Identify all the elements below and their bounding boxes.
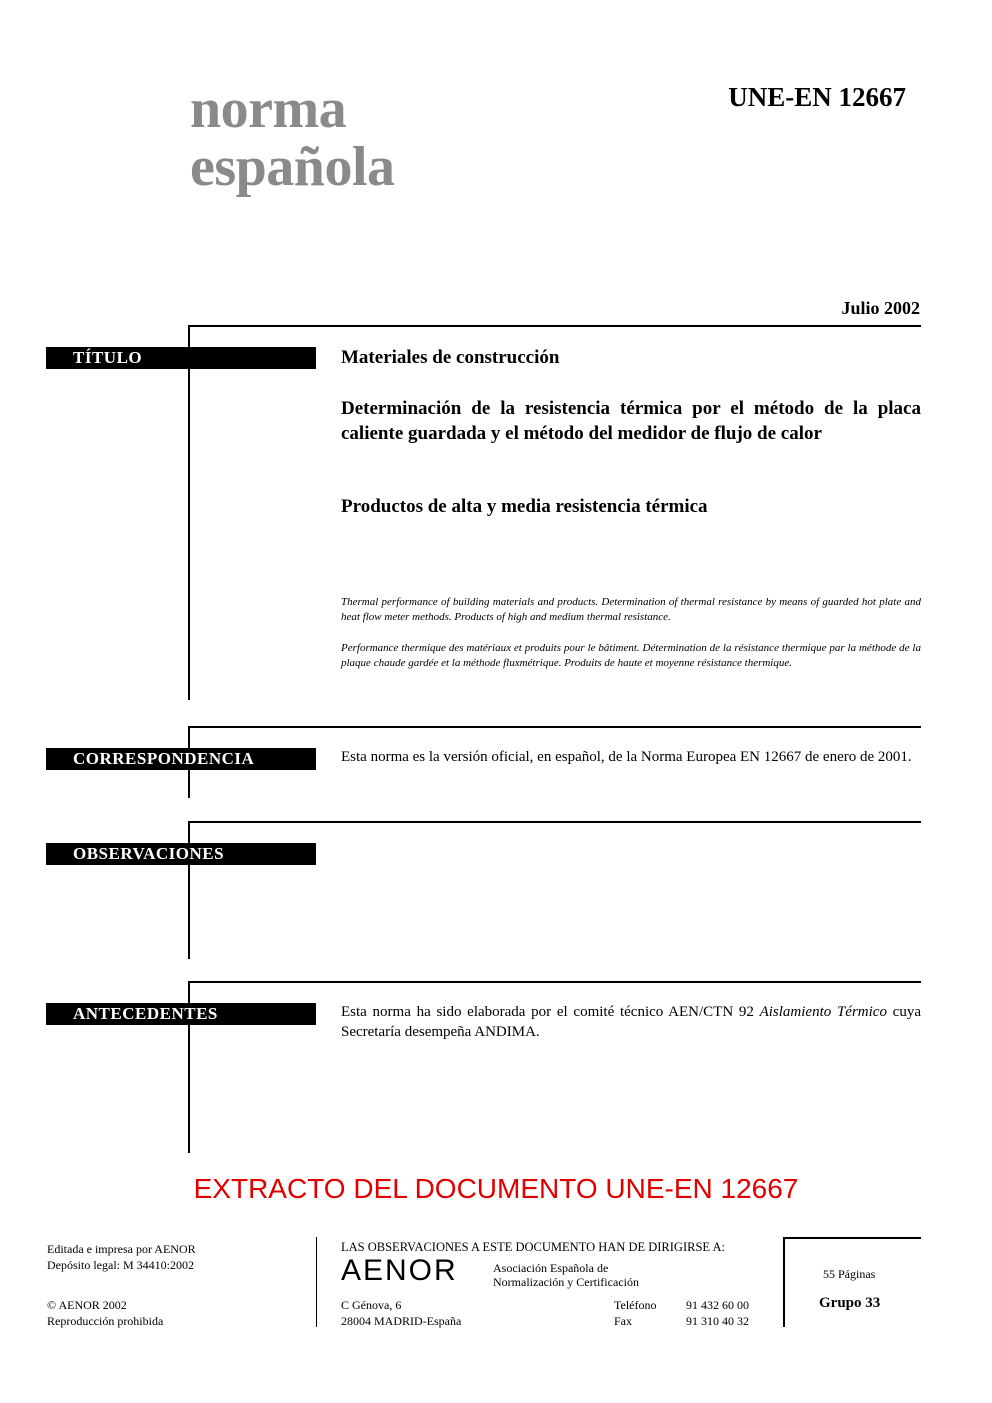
aenor-logo: AENOR	[341, 1254, 458, 1287]
section-rule	[188, 821, 190, 959]
brand-line-1: norma	[190, 78, 347, 140]
address-line-1: C Génova, 6	[341, 1298, 402, 1312]
org-line-1: Asociación Española de	[493, 1261, 609, 1275]
label-correspondencia: CORRESPONDENCIA	[46, 748, 316, 770]
pages-box-top	[783, 1237, 921, 1239]
antecedentes-committee: Aislamiento Térmico	[759, 1004, 887, 1020]
title-french: Performance thermique des matériaux et produits pour le bâtiment. Détermination de la résistance thermique par la méthode de la plaque chaude gardée et la méthode fluxmétrique. Produits de haute et moyenne résistance thermique.	[341, 642, 921, 669]
standard-code: UNE-EN 12667	[728, 82, 906, 112]
phone-number: 91 432 60 00	[686, 1298, 749, 1312]
fax-label: Fax	[614, 1314, 632, 1328]
phone-label: Teléfono	[614, 1298, 657, 1312]
antecedentes-text-a: Esta norma ha sido elaborada por el comité técnico AEN/CTN 92	[341, 1004, 760, 1020]
section-divider	[188, 726, 921, 728]
title-english: Thermal performance of building materials and products. Determination of thermal resistance by means of guarded hot plate and heat flow meter methods. Products of high and medium thermal resistance.	[341, 596, 921, 623]
footer-copyright: © AENOR 2002	[47, 1298, 127, 1312]
aenor-org-name	[493, 1261, 639, 1289]
address-line-2: 28004 MADRID-España	[341, 1314, 462, 1328]
page-count: 55 Páginas	[823, 1267, 876, 1281]
price-group: Grupo 33	[819, 1295, 881, 1311]
footer-reproduction: Reproducción prohibida	[47, 1314, 164, 1328]
footer-observations-heading: LAS OBSERVACIONES A ESTE DOCUMENTO HAN DE DIRIGIRSE A:	[341, 1240, 725, 1254]
antecedentes-text	[341, 1002, 921, 1042]
footer-contact-labels	[614, 1297, 656, 1329]
brand-line-2: española	[190, 136, 395, 198]
correspondencia-text: Esta norma es la versión oficial, en español, de la Norma Europea EN 12667 de enero de 2001.	[341, 749, 912, 765]
section-rule	[188, 325, 190, 700]
section-divider	[188, 821, 921, 823]
publication-date: Julio 2002	[841, 298, 920, 318]
footer-publisher	[47, 1241, 196, 1273]
label-antecedentes: ANTECEDENTES	[46, 1003, 316, 1025]
title-line-3: Productos de alta y media resistencia térmica	[341, 496, 708, 517]
antecedentes-text-b: cuya Secretaría desempeña ANDIMA.	[341, 1004, 921, 1040]
brand-title	[190, 80, 395, 196]
section-divider	[188, 981, 921, 983]
footer-edited: Editada e impresa por AENOR	[47, 1242, 196, 1256]
title-line-2: Determinación de la resistencia térmica por el método de la placa caliente guardada y el método del medidor de flujo de calor	[341, 398, 921, 444]
pages-box-rule	[783, 1237, 785, 1327]
fax-number: 91 310 40 32	[686, 1314, 749, 1328]
footer-address	[341, 1297, 461, 1329]
footer-contact-values	[686, 1297, 749, 1329]
footer-legal-deposit: Depósito legal: M 34410:2002	[47, 1258, 194, 1272]
footer-copyright-block	[47, 1297, 163, 1329]
label-titulo: TÍTULO	[46, 347, 316, 369]
footer-divider	[316, 1237, 317, 1327]
label-observaciones: OBSERVACIONES	[46, 843, 316, 865]
section-divider	[188, 325, 921, 327]
extract-notice: EXTRACTO DEL DOCUMENTO UNE-EN 12667	[193, 1173, 799, 1204]
org-line-2: Normalización y Certificación	[493, 1275, 639, 1289]
title-line-1: Materiales de construcción	[341, 347, 560, 368]
